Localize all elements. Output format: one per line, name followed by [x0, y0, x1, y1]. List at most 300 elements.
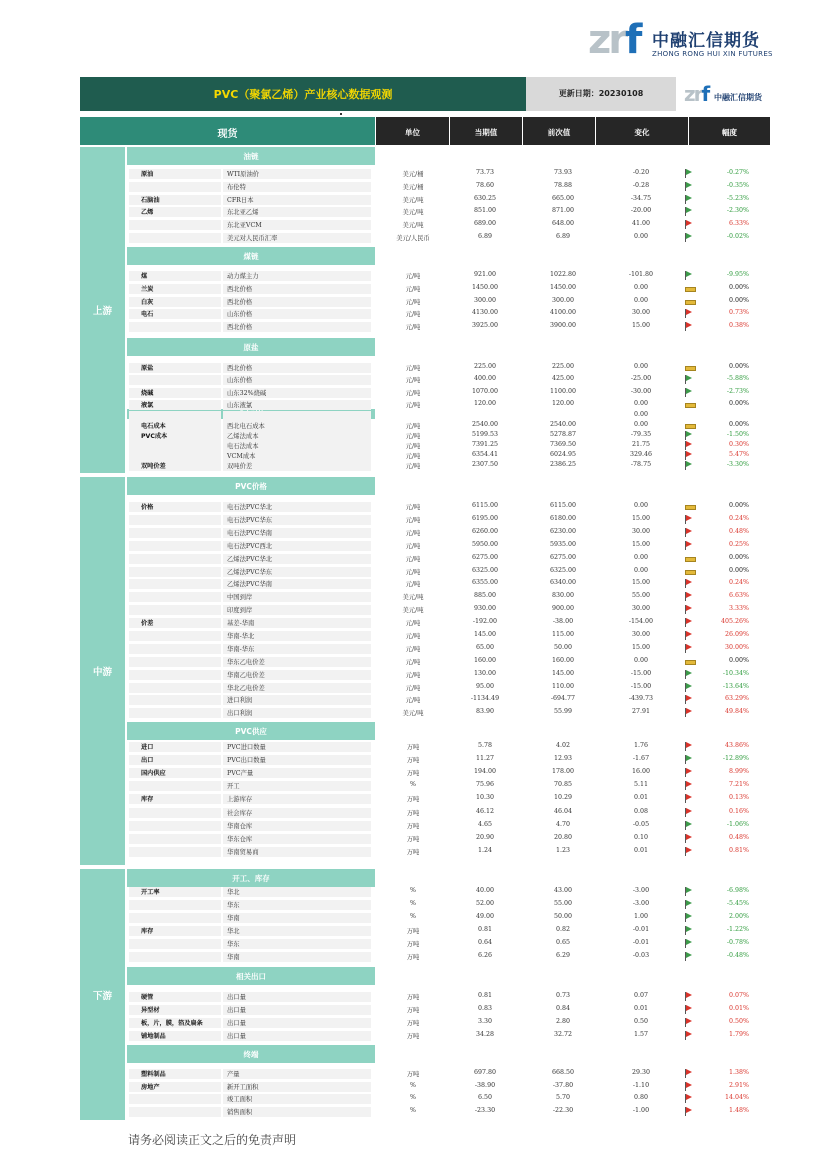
table-row: [127, 780, 775, 792]
table-row: [127, 669, 775, 681]
table-row: [127, 168, 775, 180]
table-row: [127, 591, 775, 603]
previous-value: 0.84: [555, 1004, 571, 1012]
flat-indicator-icon: [684, 284, 693, 293]
range-percent: 0.00%: [728, 399, 749, 407]
change-value: -1.67: [632, 755, 650, 763]
red-flag-icon: [684, 1094, 693, 1103]
flat-indicator-icon: [684, 554, 693, 563]
indicator-name: 乙烯法PVC华南: [223, 579, 371, 589]
red-flag-icon: [684, 1018, 693, 1027]
red-flag-icon: [684, 1082, 693, 1091]
red-flag-icon: [684, 309, 693, 318]
unit-value: 美元/吨: [402, 607, 424, 615]
change-value: 21.75: [631, 440, 651, 448]
current-value: 689.00: [473, 220, 497, 228]
range-percent: -1.06%: [726, 820, 749, 828]
current-value: 5950.00: [471, 540, 499, 548]
green-flag-icon: [684, 683, 693, 692]
green-flag-icon: [684, 271, 693, 280]
current-value: 6195.00: [471, 514, 499, 522]
unit-value: 万吨: [406, 848, 420, 856]
change-value: 0.00: [633, 656, 649, 664]
current-value: 0.64: [477, 939, 493, 946]
red-flag-icon: [684, 742, 693, 751]
unit-value: 元/吨: [405, 365, 421, 372]
table-row: [127, 807, 775, 819]
range-percent: 7.21%: [728, 781, 749, 789]
change-value: 5.11: [633, 781, 649, 789]
range-percent: -1.22%: [726, 926, 749, 933]
change-value: 329.46: [629, 450, 653, 458]
change-value: 0.00: [633, 283, 649, 291]
previous-value: 2540.00: [549, 420, 577, 428]
change-value: 0.00: [633, 363, 649, 370]
category-label: 原油: [141, 171, 154, 178]
unit-value: 元/吨: [405, 568, 421, 576]
change-value: 0.00: [633, 420, 649, 428]
current-value: 2540.00: [471, 420, 499, 428]
change-value: -25.00: [630, 375, 652, 383]
range-percent: -0.35%: [726, 181, 749, 189]
unit-value: 元/吨: [405, 389, 421, 397]
band-raw-salt: 原盐: [127, 338, 375, 356]
previous-value: 20.80: [553, 833, 573, 841]
table-row: [127, 362, 775, 374]
green-flag-icon: [684, 195, 693, 204]
range-percent: 0.81%: [728, 846, 749, 854]
current-value: 6.50: [477, 1094, 493, 1102]
red-flag-icon: [684, 579, 693, 588]
range-percent: 0.38%: [728, 322, 749, 330]
range-percent: 8.99%: [728, 768, 749, 776]
change-value: -15.00: [630, 682, 652, 690]
change-value: -0.01: [632, 926, 650, 933]
previous-value: 2.80: [555, 1017, 571, 1025]
unit-value: %: [410, 1107, 416, 1115]
previous-value: 3900.00: [549, 322, 577, 330]
change-value: 27.91: [631, 708, 651, 716]
current-value: 4130.00: [471, 309, 499, 317]
indicator-name: 山东液氯: [223, 400, 371, 410]
category-cell-bg: [129, 821, 221, 831]
current-value: 194.00: [473, 768, 497, 776]
previous-value: 6340.00: [549, 579, 577, 587]
previous-value: 1022.80: [549, 271, 577, 278]
update-date-box: [526, 77, 676, 111]
previous-value: -38.00: [552, 618, 574, 625]
change-value: 0.00: [633, 411, 649, 418]
current-value: 11.27: [475, 755, 495, 763]
green-flag-icon: [684, 207, 693, 216]
change-value: 15.00: [631, 540, 651, 548]
band-export: 相关出口: [127, 967, 375, 985]
current-value: 1070.00: [471, 387, 499, 395]
green-flag-icon: [684, 900, 693, 909]
change-value: 0.00: [633, 296, 649, 304]
current-value: 40.00: [475, 887, 495, 894]
range-percent: -0.78%: [726, 939, 749, 946]
indicator-name: 西北价格: [223, 284, 371, 294]
previous-value: 871.00: [551, 207, 575, 215]
unit-value: 元/吨: [405, 632, 421, 640]
indicator-name: 华南-华北: [223, 631, 371, 641]
current-value: 6.89: [477, 233, 493, 240]
change-value: 0.00: [633, 566, 649, 574]
current-value: 49.00: [475, 913, 495, 920]
current-value: 10.30: [475, 794, 495, 802]
previous-value: 115.00: [551, 630, 575, 638]
current-value: 1450.00: [471, 283, 499, 291]
band-oil: 油链: [127, 147, 375, 165]
table-row: [127, 694, 775, 706]
unit-value: %: [410, 900, 416, 907]
indicator-name: 出口利润: [223, 708, 371, 718]
previous-value: 0.73: [555, 992, 571, 999]
small-brand-logo: [676, 77, 770, 111]
change-value: 0.01: [633, 794, 649, 802]
category-cell-bg: [129, 541, 221, 551]
change-value: 55.00: [631, 592, 651, 600]
range-percent: 26.09%: [724, 630, 749, 638]
change-value: 15.00: [631, 643, 651, 651]
table-row: [127, 912, 775, 924]
category-label: 液氯: [141, 401, 154, 409]
table-row: [127, 682, 775, 694]
change-value: -20.00: [630, 207, 652, 215]
range-percent: 0.01%: [728, 1004, 749, 1012]
table-row: [127, 630, 775, 642]
category-cell-bg: [129, 567, 221, 577]
category-label: 房地产: [141, 1083, 160, 1091]
change-value: -34.75: [630, 194, 652, 202]
current-value: 930.00: [473, 605, 497, 613]
unit-value: 元/吨: [405, 298, 421, 306]
segment-upstream: 上游: [80, 147, 125, 473]
previous-value: 50.00: [553, 913, 573, 920]
range-percent: 0.30%: [728, 440, 749, 448]
category-label: PVC成本: [141, 432, 168, 440]
red-flag-icon: [684, 528, 693, 537]
current-value: 78.60: [475, 181, 495, 189]
indicator-name: 华南: [223, 952, 371, 962]
green-flag-icon: [684, 461, 693, 470]
category-cell-bg: [129, 375, 221, 385]
unit-value: 万吨: [406, 822, 420, 830]
change-value: -101.80: [628, 271, 654, 278]
range-percent: -13.64%: [722, 682, 749, 690]
change-value: 0.00: [633, 233, 649, 240]
indicator-name: 东北亚乙烯: [223, 207, 371, 217]
change-value: -0.20: [632, 169, 650, 176]
indicator-name: 出口量: [223, 1031, 371, 1041]
table-row: [127, 833, 775, 845]
change-value: 0.08: [633, 807, 649, 815]
previous-value: 1450.00: [549, 283, 577, 291]
range-percent: 0.00%: [728, 420, 749, 428]
change-value: -439.73: [628, 695, 654, 703]
indicator-name: 双吨价差: [223, 461, 371, 471]
table-row: [127, 846, 775, 858]
unit-value: 元/吨: [405, 285, 421, 293]
change-value: 41.00: [631, 220, 651, 228]
table-row: [127, 1068, 775, 1080]
unit-value: 元/吨: [405, 422, 421, 430]
header-previous: 前次值: [523, 117, 595, 145]
current-value: 75.96: [475, 781, 495, 789]
category-label: 兰炭: [141, 285, 154, 293]
range-percent: -6.98%: [726, 887, 749, 894]
unit-value: 万吨: [406, 757, 420, 765]
table-row: [127, 1030, 775, 1042]
category-cell-bg: [129, 657, 221, 667]
range-percent: -9.95%: [726, 271, 749, 278]
green-flag-icon: [684, 670, 693, 679]
table-row: [127, 321, 775, 333]
range-percent: -2.30%: [726, 207, 749, 215]
change-value: -30.00: [630, 387, 652, 395]
table-row: [127, 283, 775, 295]
previous-value: 6.29: [555, 952, 571, 959]
unit-value: %: [410, 913, 416, 920]
current-value: 885.00: [473, 592, 497, 600]
indicator-name: 电石法PVC西北: [223, 541, 371, 551]
previous-value: 43.00: [553, 887, 573, 894]
range-percent: 1.79%: [728, 1030, 749, 1038]
range-percent: 0.00%: [728, 553, 749, 561]
unit-value: 元/吨: [405, 401, 421, 409]
unit-value: 元/吨: [405, 462, 421, 470]
indicator-name: 电石法PVC华东: [223, 515, 371, 525]
table-row: [127, 741, 775, 753]
range-percent: 0.00%: [728, 283, 749, 291]
red-flag-icon: [684, 992, 693, 1001]
current-value: 4.65: [477, 820, 493, 828]
change-value: 0.07: [633, 992, 649, 999]
range-percent: -0.27%: [726, 169, 749, 176]
range-percent: 6.63%: [728, 592, 749, 600]
change-value: 30.00: [631, 309, 651, 317]
unit-value: 元/吨: [405, 697, 421, 705]
unit-value: 元/吨: [405, 529, 421, 537]
current-value: 5199.53: [471, 430, 499, 438]
unit-value: 万吨: [406, 770, 420, 778]
previous-value: 6180.00: [549, 514, 577, 522]
table-row: [127, 899, 775, 911]
green-flag-icon: [684, 913, 693, 922]
segment-downstream: 下游: [80, 869, 125, 1120]
red-flag-icon: [684, 644, 693, 653]
range-percent: 2.00%: [728, 913, 749, 920]
unit-value: 万吨: [406, 954, 420, 961]
current-value: 1.24: [477, 846, 493, 854]
current-value: 6115.00: [471, 502, 499, 509]
table-row: [127, 617, 775, 629]
band-terminal: 终端: [127, 1045, 375, 1063]
category-label: 塑料制品: [141, 1071, 166, 1078]
change-value: 16.00: [631, 768, 651, 776]
range-percent: 405.26%: [720, 618, 749, 625]
category-cell-bg: [129, 605, 221, 615]
range-percent: -0.48%: [726, 952, 749, 959]
unit-value: 美元/桶: [402, 183, 424, 191]
red-flag-icon: [684, 1005, 693, 1014]
table-row: [127, 270, 775, 282]
green-flag-icon: [684, 939, 693, 948]
brand-mark-icon: zrf: [588, 17, 640, 63]
range-percent: -5.23%: [726, 194, 749, 202]
category-cell-bg: [129, 683, 221, 693]
current-value: 7391.25: [471, 440, 499, 448]
range-percent: -0.02%: [726, 233, 749, 240]
previous-value: 145.00: [551, 669, 575, 677]
green-flag-icon: [684, 755, 693, 764]
change-value: 15.00: [631, 322, 651, 330]
indicator-name: 华南贸易商: [223, 847, 371, 857]
table-row: [127, 578, 775, 590]
table-row: [127, 991, 775, 1003]
range-percent: 0.16%: [728, 807, 749, 815]
range-percent: 63.29%: [724, 695, 749, 703]
red-flag-icon: [684, 768, 693, 777]
table-row: [127, 925, 775, 937]
header-current: 当期值: [450, 117, 522, 145]
previous-value: 120.00: [551, 399, 575, 407]
small-brand-mark-icon: zrf: [684, 82, 709, 106]
table-row: [127, 553, 775, 565]
category-label: 铺地制品: [141, 1032, 166, 1040]
unit-value: 美元/吨: [402, 710, 424, 718]
change-value: -0.03: [632, 952, 650, 959]
table-row: [127, 387, 775, 399]
table-row: [127, 643, 775, 655]
indicator-name: PVC产量: [223, 768, 371, 778]
table-row: [127, 566, 775, 578]
table-row: [127, 1004, 775, 1016]
change-value: 0.00: [633, 399, 649, 407]
category-label: 出口: [141, 757, 154, 765]
table-row: [127, 938, 775, 950]
range-percent: -12.89%: [722, 755, 749, 763]
table-row: [127, 1081, 775, 1093]
previous-value: 1.23: [555, 846, 571, 854]
table-row: [127, 1093, 775, 1105]
brand-logo: [588, 17, 778, 64]
previous-value: 665.00: [551, 194, 575, 202]
current-value: 225.00: [473, 363, 497, 370]
red-flag-icon: [684, 1069, 693, 1078]
unit-value: 万吨: [406, 809, 420, 817]
unit-value: 元/吨: [405, 555, 421, 563]
current-value: 34.28: [475, 1030, 495, 1038]
range-percent: 0.00%: [728, 363, 749, 370]
current-value: 20.90: [475, 833, 495, 841]
category-cell-bg: [129, 834, 221, 844]
current-value: -23.30: [474, 1107, 496, 1115]
table-row: [127, 951, 775, 963]
flat-indicator-icon: [684, 421, 693, 430]
previous-value: 300.00: [551, 296, 575, 304]
red-flag-icon: [684, 834, 693, 843]
flat-indicator-icon: [684, 297, 693, 306]
range-percent: -5.88%: [726, 375, 749, 383]
range-percent: 1.48%: [728, 1107, 749, 1115]
change-value: -79.35: [630, 430, 652, 438]
unit-value: 元/吨: [405, 377, 421, 385]
category-label: 硬管: [141, 994, 154, 1001]
brand-name-en: ZHONG RONG HUI XIN FUTURES: [652, 50, 773, 58]
unit-value: 元/吨: [405, 671, 421, 679]
current-value: 3.30: [477, 1017, 493, 1025]
category-cell-bg: [129, 670, 221, 680]
change-value: 15.00: [631, 579, 651, 587]
red-flag-icon: [684, 605, 693, 614]
table-row: [127, 793, 775, 805]
indicator-name: 销售面积: [223, 1107, 371, 1117]
table-row: [127, 886, 775, 898]
table-row: [127, 514, 775, 526]
indicator-name: 电石法PVC华北: [223, 502, 371, 512]
previous-value: 32.72: [553, 1030, 573, 1038]
range-percent: 3.33%: [728, 605, 749, 613]
range-percent: 0.48%: [728, 833, 749, 841]
table-row: [127, 460, 775, 472]
current-value: 3925.00: [471, 322, 499, 330]
indicator-name: 华南: [223, 913, 371, 923]
indicator-name: PVC出口数量: [223, 755, 371, 765]
current-value: 6355.00: [471, 579, 499, 587]
change-value: 30.00: [631, 630, 651, 638]
category-cell-bg: [129, 220, 221, 230]
previous-value: 1100.00: [549, 387, 577, 395]
current-value: -192.00: [472, 618, 498, 625]
change-value: 30.00: [631, 605, 651, 613]
previous-value: 425.00: [551, 375, 575, 383]
table-row: [127, 374, 775, 386]
change-value: -15.00: [630, 669, 652, 677]
indicator-name: 电石法PVC华南: [223, 528, 371, 538]
previous-value: 4100.00: [549, 309, 577, 317]
current-value: -38.90: [474, 1081, 496, 1089]
previous-value: 6024.95: [549, 450, 577, 458]
red-flag-icon: [684, 618, 693, 627]
change-value: 1.76: [633, 742, 649, 749]
current-value: -1134.49: [470, 695, 500, 703]
category-label: 乙烯: [141, 209, 154, 217]
unit-value: %: [410, 1094, 416, 1102]
indicator-name: 布伦特: [223, 182, 371, 192]
green-flag-icon: [684, 182, 693, 191]
change-value: 1.00: [633, 913, 649, 920]
change-value: 0.00: [633, 502, 649, 509]
previous-value: 50.00: [553, 643, 573, 651]
current-value: 83.90: [475, 708, 495, 716]
indicator-name: 华南仓库: [223, 821, 371, 831]
previous-value: 668.50: [551, 1069, 575, 1076]
category-cell-bg: [129, 1094, 221, 1104]
category-cell-bg: [129, 515, 221, 525]
range-percent: 6.33%: [728, 220, 749, 228]
change-value: 30.00: [631, 527, 651, 535]
range-percent: 43.86%: [724, 742, 749, 749]
table-row: [127, 206, 775, 218]
indicator-name: 华东仓库: [223, 834, 371, 844]
flat-indicator-icon: [684, 363, 693, 372]
indicator-name: 华北乙电价差: [223, 683, 371, 693]
indicator-name: WTI原油价: [223, 169, 371, 179]
red-flag-icon: [684, 541, 693, 550]
unit-value: 万吨: [406, 1019, 420, 1027]
